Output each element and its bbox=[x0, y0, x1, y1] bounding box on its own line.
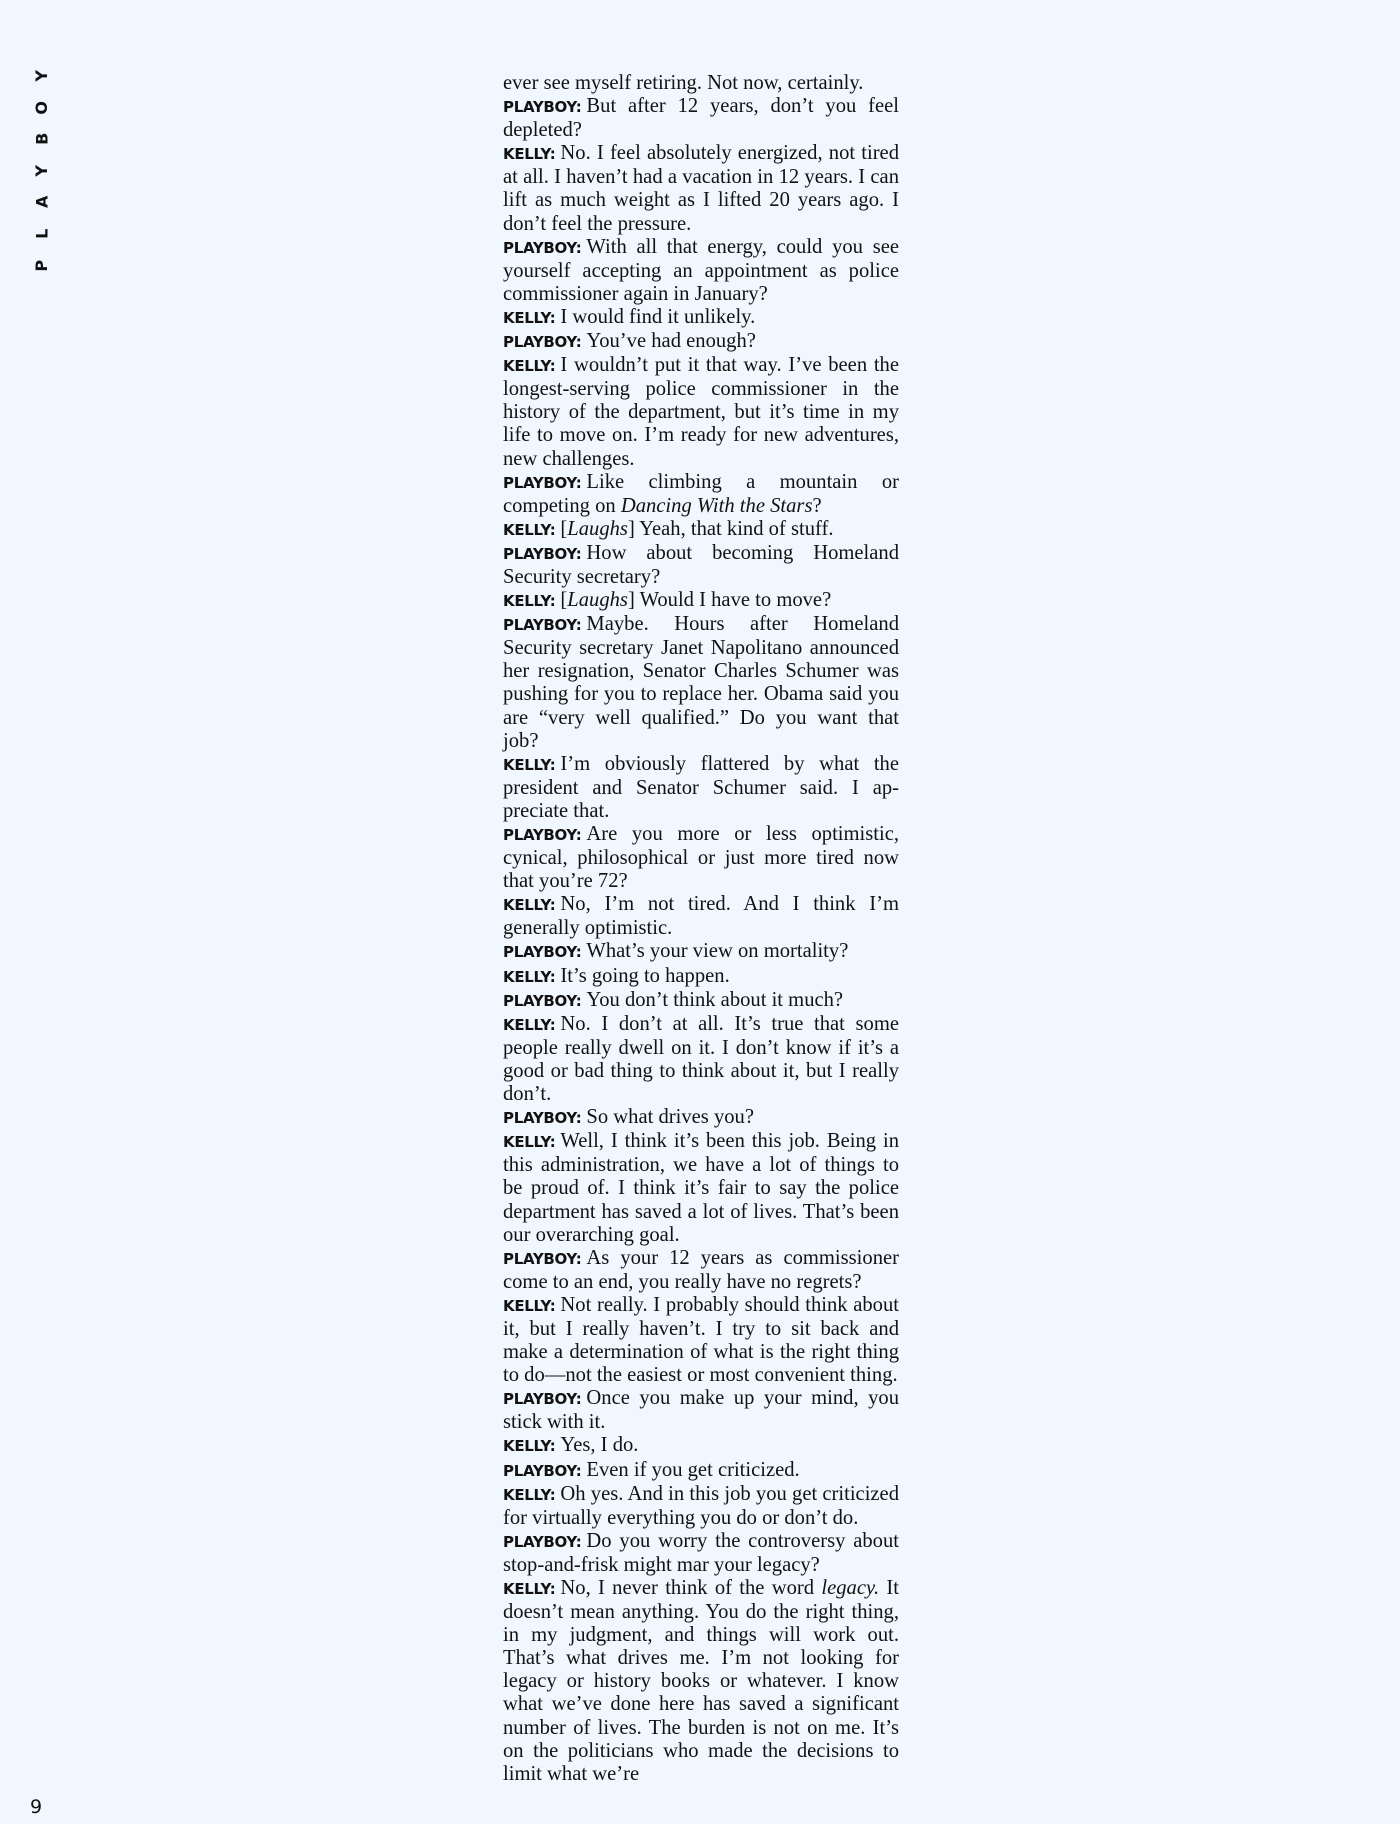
body-text: I’m obviously flattered by what the president and Senator Schumer said. I appreciate that. bbox=[503, 752, 899, 822]
body-text: Well, I think it’s been this job. Being in this administration, we have a lot of things to be proud of. I think it’s fair to say the police department has saved a lot of lives. That’s been our overarching goal. bbox=[503, 1130, 899, 1246]
body-text: I wouldn’t put it that way. I’ve been the longest-serving police commissioner in the history of the department, but it’s time in my life to move on. I’m ready for new adventures, new challenges. bbox=[503, 354, 899, 470]
body-text: ] Yeah, that kind of stuff. bbox=[627, 517, 834, 540]
speaker-label: KELLY: bbox=[503, 967, 556, 986]
qa-paragraph bbox=[503, 965, 899, 989]
speaker-label: PLAYBOY: bbox=[503, 333, 582, 352]
body-text: Not really. I probably should think about it, but I really haven’t. I try to sit back and make a determination of what is the right thing to do—not the easiest or most convenient thing. bbox=[503, 1293, 899, 1387]
qa-paragraph bbox=[503, 613, 899, 753]
body-text: But after 12 years, don’t you feel depleted? bbox=[503, 95, 899, 142]
speaker-label: PLAYBOY: bbox=[503, 238, 582, 257]
qa-paragraph bbox=[503, 1106, 899, 1130]
speaker-label: PLAYBOY: bbox=[503, 1461, 582, 1480]
interview-body bbox=[503, 95, 899, 1786]
brand-letter: A bbox=[32, 195, 52, 209]
body-text: It doesn’t mean anything. You do the right thing, in my judgment, and things will work out. That’s what drives me. I’m not looking for legacy or history books or whatever. I know what we’ve done here has saved a significant number of lives. The burden is not on me. It’s on the politicians who made the decisions to limit what we’re bbox=[503, 1577, 899, 1785]
qa-paragraph bbox=[503, 1130, 899, 1246]
body-text: ] Would I have to move? bbox=[627, 589, 832, 612]
body-text: Do you worry the controversy about stop-and-frisk might mar your legacy? bbox=[503, 1529, 899, 1576]
qa-paragraph bbox=[503, 518, 899, 542]
lead-text: ever see myself retiring. Not now, certainly. bbox=[503, 72, 864, 94]
italic-text: Dancing With the Stars bbox=[620, 494, 813, 517]
qa-paragraph bbox=[503, 893, 899, 940]
qa-paragraph bbox=[503, 1530, 899, 1577]
qa-paragraph bbox=[503, 1459, 899, 1483]
body-text: [ bbox=[560, 517, 568, 540]
brand-letter: O bbox=[32, 100, 52, 115]
speaker-label: KELLY: bbox=[503, 1437, 556, 1456]
body-text: No. I feel absolutely energized, not tired at all. I haven’t had a vacation in 12 years. I can lift as much weight as I lifted 20 years ago. I don’t feel the pressure. bbox=[503, 142, 899, 235]
italic-text: Laughs bbox=[567, 589, 628, 612]
speaker-label: KELLY: bbox=[503, 145, 556, 164]
speaker-label: PLAYBOY: bbox=[503, 544, 582, 563]
qa-paragraph bbox=[503, 589, 899, 613]
speaker-label: PLAYBOY: bbox=[503, 616, 582, 635]
body-text: Yes, I do. bbox=[560, 1434, 639, 1457]
brand-letter: P bbox=[32, 259, 52, 272]
speaker-label: KELLY: bbox=[503, 357, 556, 376]
speaker-label: KELLY: bbox=[503, 592, 556, 611]
body-text: Even if you get criticized. bbox=[586, 1458, 800, 1481]
speaker-label: PLAYBOY: bbox=[503, 1109, 582, 1128]
speaker-label: PLAYBOY: bbox=[503, 1390, 582, 1409]
body-text: ? bbox=[812, 494, 822, 517]
speaker-label: KELLY: bbox=[503, 755, 556, 774]
sidebar-brand bbox=[30, 60, 54, 280]
speaker-label: PLAYBOY: bbox=[503, 991, 582, 1010]
body-text: So what drives you? bbox=[586, 1106, 754, 1129]
speaker-label: KELLY: bbox=[503, 1296, 556, 1315]
body-text: As your 12 years as commissioner come to an end, you really have no regrets? bbox=[503, 1246, 899, 1293]
brand-letter: Y bbox=[32, 164, 52, 177]
body-text: Oh yes. And in this job you get criticized for virtually everything you do or don’t do. bbox=[503, 1482, 899, 1529]
body-text: Once you make up your mind, you stick with it. bbox=[503, 1387, 899, 1434]
body-text: Like climbing a mountain or competing on bbox=[503, 470, 899, 517]
speaker-label: KELLY: bbox=[503, 520, 556, 539]
italic-text: legacy. bbox=[821, 1577, 880, 1599]
italic-text: Laughs bbox=[567, 517, 628, 540]
qa-paragraph bbox=[503, 1434, 899, 1458]
qa-paragraph bbox=[503, 940, 899, 964]
qa-paragraph bbox=[503, 471, 899, 518]
body-text: I would find it unlikely. bbox=[560, 305, 756, 328]
qa-paragraph bbox=[503, 306, 899, 330]
body-text: [ bbox=[560, 589, 568, 612]
speaker-label: PLAYBOY: bbox=[503, 98, 582, 117]
speaker-label: KELLY: bbox=[503, 308, 556, 327]
body-text: You don’t think about it much? bbox=[586, 988, 844, 1011]
qa-paragraph bbox=[503, 95, 899, 142]
qa-paragraph bbox=[503, 354, 899, 470]
speaker-label: KELLY: bbox=[503, 1485, 556, 1504]
body-text: No, I never think of the word bbox=[560, 1577, 822, 1599]
body-text: Are you more or less optimistic, cynical, philosophical or just more tired now that you’re 72? bbox=[503, 823, 899, 893]
body-text: How about becoming Homeland Security secretary? bbox=[503, 541, 899, 588]
page-number: 9 bbox=[30, 1796, 43, 1818]
brand-letter: B bbox=[32, 132, 52, 146]
qa-paragraph bbox=[503, 330, 899, 354]
body-text: No, I’m not tired. And I think I’m generally optimistic. bbox=[503, 893, 899, 940]
speaker-label: PLAYBOY: bbox=[503, 1249, 582, 1268]
qa-paragraph bbox=[503, 1247, 899, 1294]
speaker-label: KELLY: bbox=[503, 1580, 556, 1598]
article-column bbox=[503, 72, 899, 1786]
body-text: With all that energy, could you see yourself accepting an appointment as police commissioner again in January? bbox=[503, 235, 899, 305]
body-text: It’s going to happen. bbox=[560, 964, 730, 987]
qa-paragraph bbox=[503, 236, 899, 306]
brand-letter: L bbox=[32, 228, 52, 239]
speaker-label: KELLY: bbox=[503, 1015, 556, 1034]
speaker-label: KELLY: bbox=[503, 896, 556, 915]
qa-paragraph bbox=[503, 1577, 899, 1786]
qa-paragraph bbox=[503, 753, 899, 823]
speaker-label: PLAYBOY: bbox=[503, 1532, 582, 1551]
speaker-label: PLAYBOY: bbox=[503, 473, 582, 492]
qa-paragraph bbox=[503, 1294, 899, 1387]
qa-paragraph bbox=[503, 1483, 899, 1530]
qa-paragraph bbox=[503, 142, 899, 235]
brand-letter: Y bbox=[32, 70, 52, 82]
body-text: You’ve had enough? bbox=[586, 330, 756, 353]
qa-paragraph bbox=[503, 823, 899, 893]
qa-paragraph bbox=[503, 1387, 899, 1434]
body-text: No. I don’t at all. It’s true that some people really dwell on it. I don’t know if it’s a good or bad thing to think about it, but I really don’t. bbox=[503, 1012, 899, 1106]
speaker-label: PLAYBOY: bbox=[503, 943, 582, 962]
body-text: What’s your view on mortality? bbox=[586, 940, 849, 963]
speaker-label: PLAYBOY: bbox=[503, 826, 582, 844]
body-text: Maybe. Hours after Homeland Security secretary Janet Napolitano announced her resignation, Senator Charles Schumer was pushing for you to replace her. Obama said you are “very well qualified.” Do you want that job? bbox=[503, 613, 899, 752]
qa-paragraph bbox=[503, 989, 899, 1013]
speaker-label: KELLY: bbox=[503, 1133, 556, 1152]
qa-paragraph bbox=[503, 542, 899, 589]
qa-paragraph bbox=[503, 1013, 899, 1106]
